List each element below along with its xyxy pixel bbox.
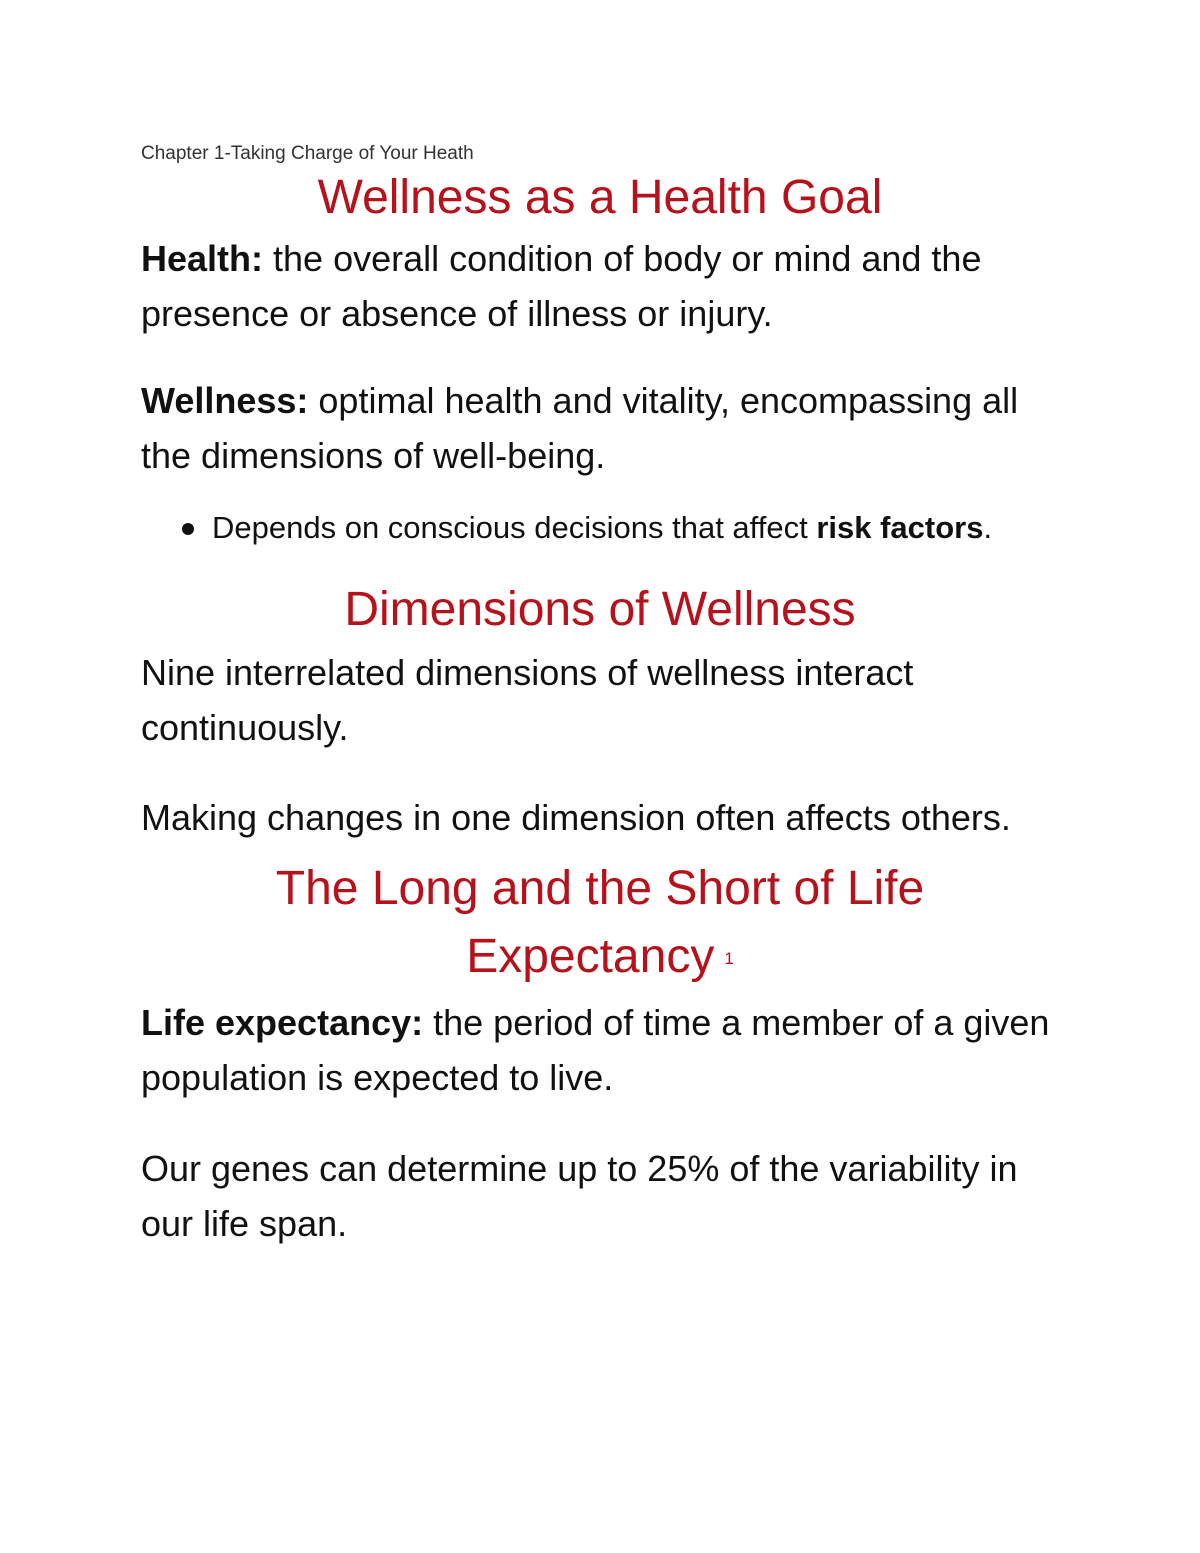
term-label: Wellness: [141,380,309,421]
bullet-text: Depends on conscious decisions that affect [212,510,817,545]
definition-text: the period of time a member of a given population is expected to live. [141,1002,1050,1099]
section-heading-life-expectancy [141,855,1059,993]
heading-text: The Long and the Short of Life Expectancy [275,862,925,983]
paragraph-changes: Making changes in one dimension often affects others. [141,797,1011,838]
section-heading-wellness-goal: Wellness as a Health Goal [317,171,883,224]
definition-text: the overall condition of body or mind and the presence or absence of illness or injury. [141,238,982,334]
paragraph-genes: Our genes can determine up to 25% of the variability in our life span. [141,1148,1018,1245]
definition-life-expectancy [141,995,1059,1105]
bullet-list [141,505,1059,551]
term-label: Life expectancy: [141,1002,424,1044]
definition-health [141,231,1059,341]
definition-wellness [141,373,1059,483]
definition-text: optimal health and vitality, encompassing all the dimensions of well-being. [141,380,1019,476]
chapter-header: Chapter 1-Taking Charge of Your Heath [141,143,474,164]
bullet-dot-icon [182,523,194,535]
paragraph-interrelated: Nine interrelated dimensions of wellness interact continuously. [141,652,914,748]
bullet-end: . [983,510,993,545]
section-heading-dimensions: Dimensions of Wellness [344,583,856,636]
bullet-bold-term: risk factors [816,510,984,545]
document-page [141,141,1059,1251]
term-label: Health: [141,238,264,279]
list-item [141,505,1059,551]
footnote-marker: 1 [724,949,734,969]
